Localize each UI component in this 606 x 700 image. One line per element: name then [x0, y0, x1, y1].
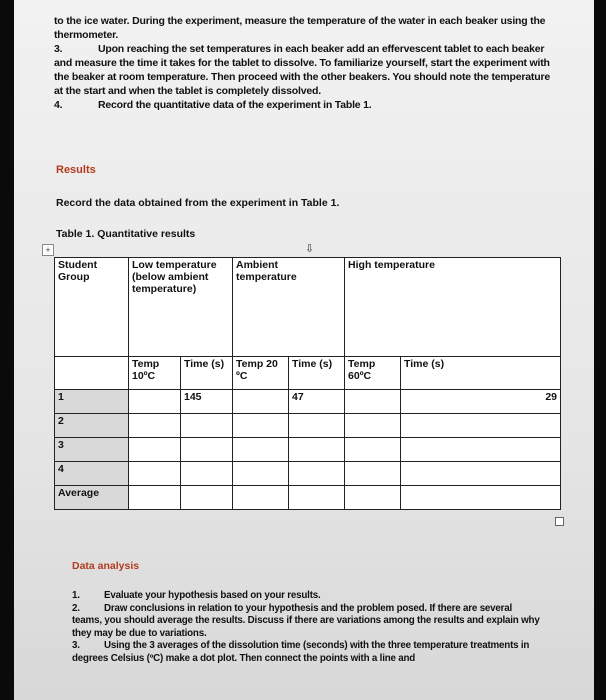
data-analysis-heading: Data analysis — [72, 560, 140, 572]
item-text: Using the 3 averages of the dissolution time (seconds) with the three temperature treatments in degrees Celsius (ºC) make a dot plot. Then connect the points with a line and — [72, 640, 530, 664]
table-cell[interactable] — [233, 486, 289, 510]
table-header-row — [55, 258, 561, 357]
table-cell[interactable] — [129, 486, 181, 510]
table-cell[interactable] — [345, 462, 401, 486]
header-ambient-temperature[interactable]: Ambient temperature — [233, 258, 345, 357]
procedure-continuation: to the ice water. During the experiment, measure the temperature of the water in each beaker using the thermometer. — [54, 15, 546, 41]
list-item — [72, 640, 542, 665]
resize-handle-icon[interactable] — [555, 517, 564, 526]
procedure-step-3 — [54, 42, 554, 98]
table-cell[interactable]: 145 — [181, 390, 233, 414]
table-cell[interactable] — [345, 438, 401, 462]
table-cell[interactable]: 47 — [289, 390, 345, 414]
item-number: 1. — [72, 590, 80, 601]
row-average-label[interactable]: Average — [55, 486, 129, 510]
table-cell[interactable] — [129, 414, 181, 438]
table-cell[interactable] — [233, 414, 289, 438]
document-page — [14, 0, 594, 700]
row-group-label[interactable]: 2 — [55, 414, 129, 438]
table-cell[interactable] — [289, 486, 345, 510]
header-high-temperature[interactable]: High temperature — [345, 258, 561, 357]
table-subheader-row — [55, 357, 561, 390]
item-number: 3. — [72, 640, 80, 651]
table-cell[interactable] — [289, 414, 345, 438]
table-cell[interactable] — [401, 486, 561, 510]
subheader-high-time[interactable]: Time (s) — [401, 357, 561, 390]
procedure-step-4 — [54, 98, 554, 112]
header-low-temperature[interactable]: Low temperature (below ambient temperature) — [129, 258, 233, 357]
step-number: 4. — [54, 99, 63, 111]
step-text: Record the quantitative data of the experiment in Table 1. — [98, 99, 372, 111]
table-cell[interactable] — [233, 390, 289, 414]
table-cell[interactable] — [181, 414, 233, 438]
step-number: 3. — [54, 43, 63, 55]
table-row-average — [55, 486, 561, 510]
header-student-group[interactable]: Student Group — [55, 258, 129, 357]
table-cell[interactable] — [181, 486, 233, 510]
subheader-ambient-temp[interactable]: Temp 20 ºC — [233, 357, 289, 390]
row-group-label[interactable]: 1 — [55, 390, 129, 414]
list-item — [72, 590, 542, 603]
step-text: Upon reaching the set temperatures in each beaker add an effervescent tablet to each beaker and measure the time it takes for the tablet to dissolve. To familiarize yourself, start the experiment with the beaker at room temperature. Then proceed with the other beakers. You should note the temperature at the start and when the tablet is completely dissolved. — [54, 43, 550, 97]
table-cell[interactable]: 29 — [401, 390, 561, 414]
quantitative-results-table[interactable] — [54, 257, 561, 510]
subheader-low-time[interactable]: Time (s) — [181, 357, 233, 390]
subheader-ambient-time[interactable]: Time (s) — [289, 357, 345, 390]
item-text: Evaluate your hypothesis based on your results. — [104, 590, 321, 601]
list-item — [72, 603, 542, 641]
table-cell[interactable] — [289, 462, 345, 486]
table-cell[interactable] — [233, 438, 289, 462]
table-cell[interactable] — [345, 486, 401, 510]
item-text: Draw conclusions in relation to your hypothesis and the problem posed. If there are several teams, you should average the results. Discuss if there are variations among the results and explain why they may be due to variations. — [72, 602, 540, 639]
table-caption: Table 1. Quantitative results — [56, 228, 196, 240]
table-cell[interactable] — [345, 390, 401, 414]
down-arrow-icon[interactable]: ⇩ — [305, 243, 315, 255]
subheader-high-temp[interactable]: Temp 60ºC — [345, 357, 401, 390]
table-cell[interactable] — [401, 438, 561, 462]
table-row — [55, 390, 561, 414]
table-cell[interactable] — [129, 438, 181, 462]
table-cell[interactable] — [345, 414, 401, 438]
table-cell[interactable] — [129, 462, 181, 486]
table-cell[interactable] — [55, 357, 129, 390]
table-cell[interactable] — [181, 462, 233, 486]
subheader-low-temp[interactable]: Temp 10ºC — [129, 357, 181, 390]
table-cell[interactable] — [181, 438, 233, 462]
row-group-label[interactable]: 4 — [55, 462, 129, 486]
table-row — [55, 462, 561, 486]
record-instruction: Record the data obtained from the experiment in Table 1. — [56, 197, 340, 209]
data-analysis-list — [72, 590, 542, 665]
row-group-label[interactable]: 3 — [55, 438, 129, 462]
table-cell[interactable] — [401, 414, 561, 438]
table-cell[interactable] — [129, 390, 181, 414]
procedure-text — [54, 14, 554, 112]
table-row — [55, 414, 561, 438]
item-number: 2. — [72, 602, 80, 614]
move-handle-icon[interactable]: + — [42, 244, 54, 256]
table-cell[interactable] — [401, 462, 561, 486]
table-cell[interactable] — [233, 462, 289, 486]
table-cell[interactable] — [289, 438, 345, 462]
table-row — [55, 438, 561, 462]
results-heading: Results — [56, 164, 96, 176]
